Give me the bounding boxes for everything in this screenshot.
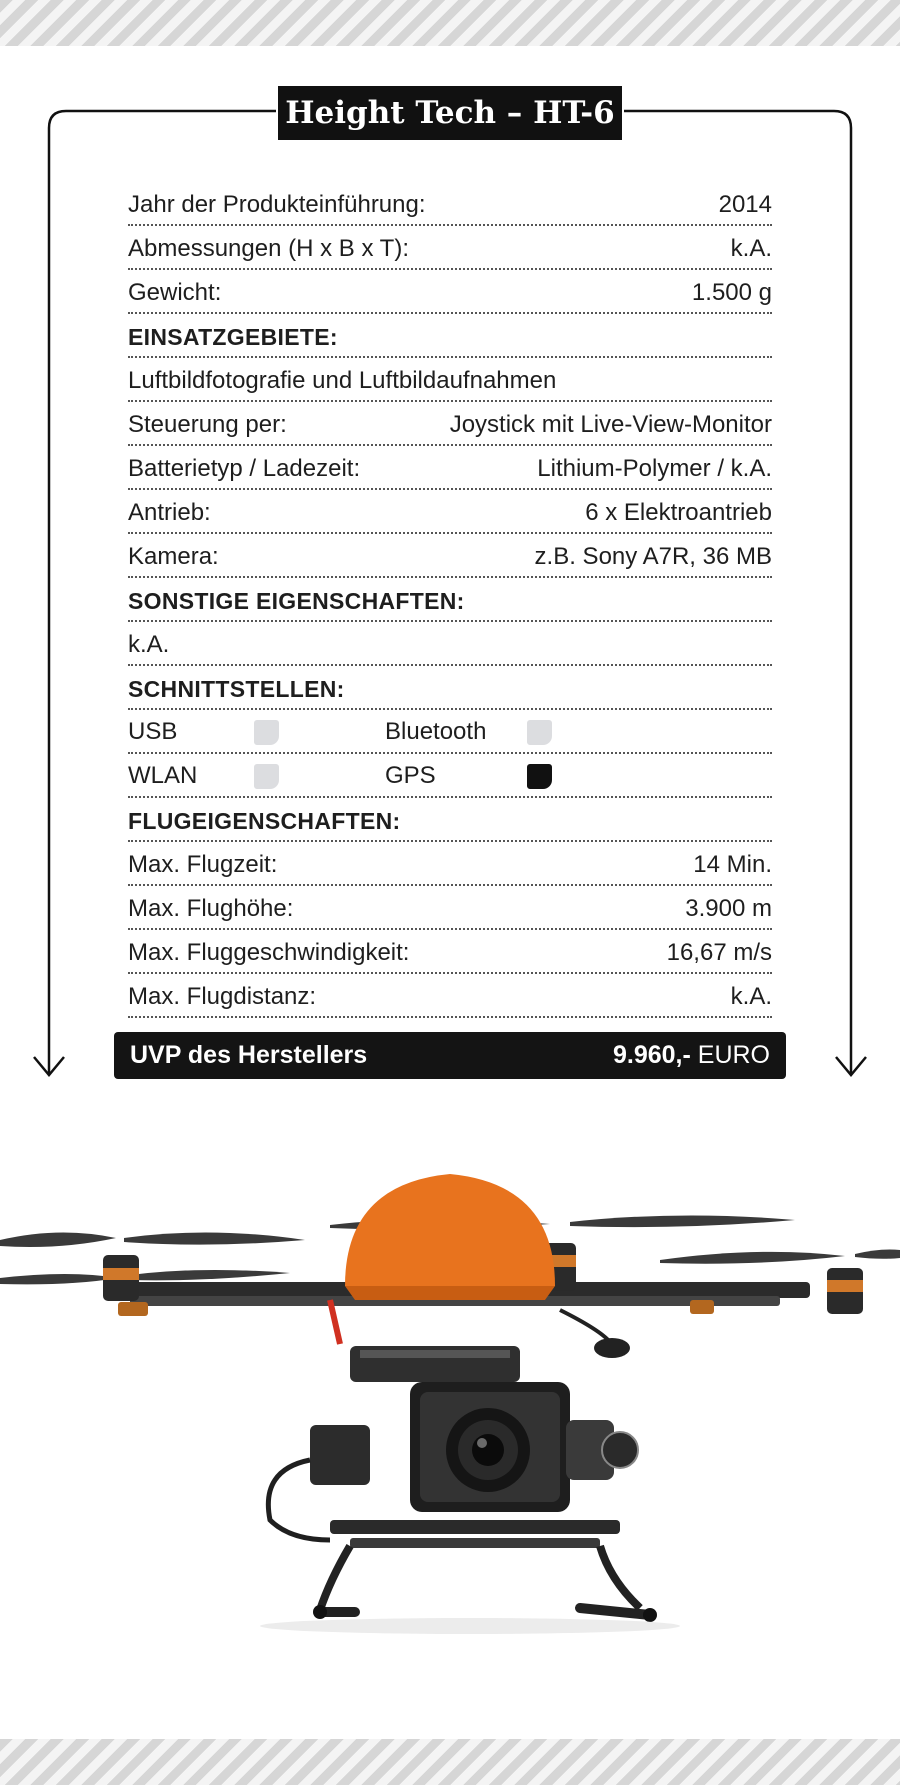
- spec-row-battery: [128, 446, 772, 490]
- section-heading-flug: [128, 798, 772, 842]
- spec-value: 3.900 m: [685, 895, 772, 922]
- spec-label: Abmessungen (H x B x T):: [128, 235, 409, 262]
- section-heading-schnittstellen: [128, 666, 772, 710]
- interface-label-usb: USB: [128, 718, 178, 745]
- spec-row-kamera: [128, 534, 772, 578]
- spec-label: Max. Flughöhe:: [128, 895, 294, 922]
- spec-row-antrieb: [128, 490, 772, 534]
- bluetooth-checkbox: [527, 720, 552, 745]
- spec-value: 14 Min.: [693, 851, 772, 878]
- spec-label: Antrieb:: [128, 499, 211, 526]
- section-heading-sonstige: [128, 578, 772, 622]
- price-value: [613, 1041, 770, 1070]
- spec-value: Lithium-Polymer / k.A.: [537, 455, 772, 482]
- section-label: FLUGEIGENSCHAFTEN:: [128, 807, 401, 834]
- einsatz-text: Luftbildfotografie und Luftbildaufnahmen: [128, 367, 557, 394]
- section-label: EINSATZGEBIETE:: [128, 323, 338, 350]
- interfaces-row-1: [128, 710, 772, 754]
- price-bar: [114, 1032, 786, 1079]
- spec-row-weight: [128, 270, 772, 314]
- drone-product-image: [0, 1160, 900, 1640]
- sonstige-text: k.A.: [128, 631, 170, 658]
- flight-row-speed: [128, 930, 772, 974]
- interface-label-wlan: WLAN: [128, 762, 198, 789]
- flight-row-height: [128, 886, 772, 930]
- spec-value: 1.500 g: [691, 279, 772, 306]
- spec-value: 2014: [718, 191, 772, 218]
- section-label: SCHNITTSTELLEN:: [128, 675, 345, 702]
- spec-value: 6 x Elektroantrieb: [585, 499, 772, 526]
- spec-label: Max. Fluggeschwindigkeit:: [128, 939, 410, 966]
- spec-value: k.A.: [730, 983, 772, 1010]
- spec-label: Max. Flugzeit:: [128, 851, 278, 878]
- price-amount: 9.960,-: [612, 1041, 691, 1069]
- spec-label: Jahr der Produkteinführung:: [128, 191, 426, 218]
- price-label: UVP des Herstellers: [130, 1041, 368, 1069]
- einsatz-text-row: [128, 358, 772, 402]
- sonstige-text-row: [128, 622, 772, 666]
- spec-label: Batterietyp / Ladezeit:: [128, 455, 361, 482]
- product-title: Height Tech – HT-6: [278, 86, 622, 140]
- spec-value: Joystick mit Live-View-Monitor: [449, 411, 772, 438]
- spec-label: Gewicht:: [128, 279, 222, 306]
- spec-value: 16,67 m/s: [666, 939, 772, 966]
- interface-label-bluetooth: Bluetooth: [385, 718, 487, 745]
- gps-checkbox: [527, 764, 552, 789]
- spec-value: k.A.: [730, 235, 772, 262]
- usb-checkbox: [254, 720, 279, 745]
- spec-row-year: [128, 182, 772, 226]
- spec-label: Steuerung per:: [128, 411, 287, 438]
- flight-row-distance: [128, 974, 772, 1018]
- spec-label: Kamera:: [128, 543, 219, 570]
- spec-row-dimensions: [128, 226, 772, 270]
- wlan-checkbox: [254, 764, 279, 789]
- section-label: SONSTIGE EIGENSCHAFTEN:: [128, 587, 465, 614]
- interfaces-row-2: [128, 754, 772, 798]
- interface-label-gps: GPS: [385, 762, 436, 789]
- spec-row-steuerung: [128, 402, 772, 446]
- section-heading-einsatz: [128, 314, 772, 358]
- flight-row-time: [128, 842, 772, 886]
- price-currency: EURO: [697, 1041, 770, 1069]
- bottom-stripe-border: [0, 1739, 900, 1785]
- spec-label: Max. Flugdistanz:: [128, 983, 317, 1010]
- spec-value: z.B. Sony A7R, 36 MB: [534, 543, 772, 570]
